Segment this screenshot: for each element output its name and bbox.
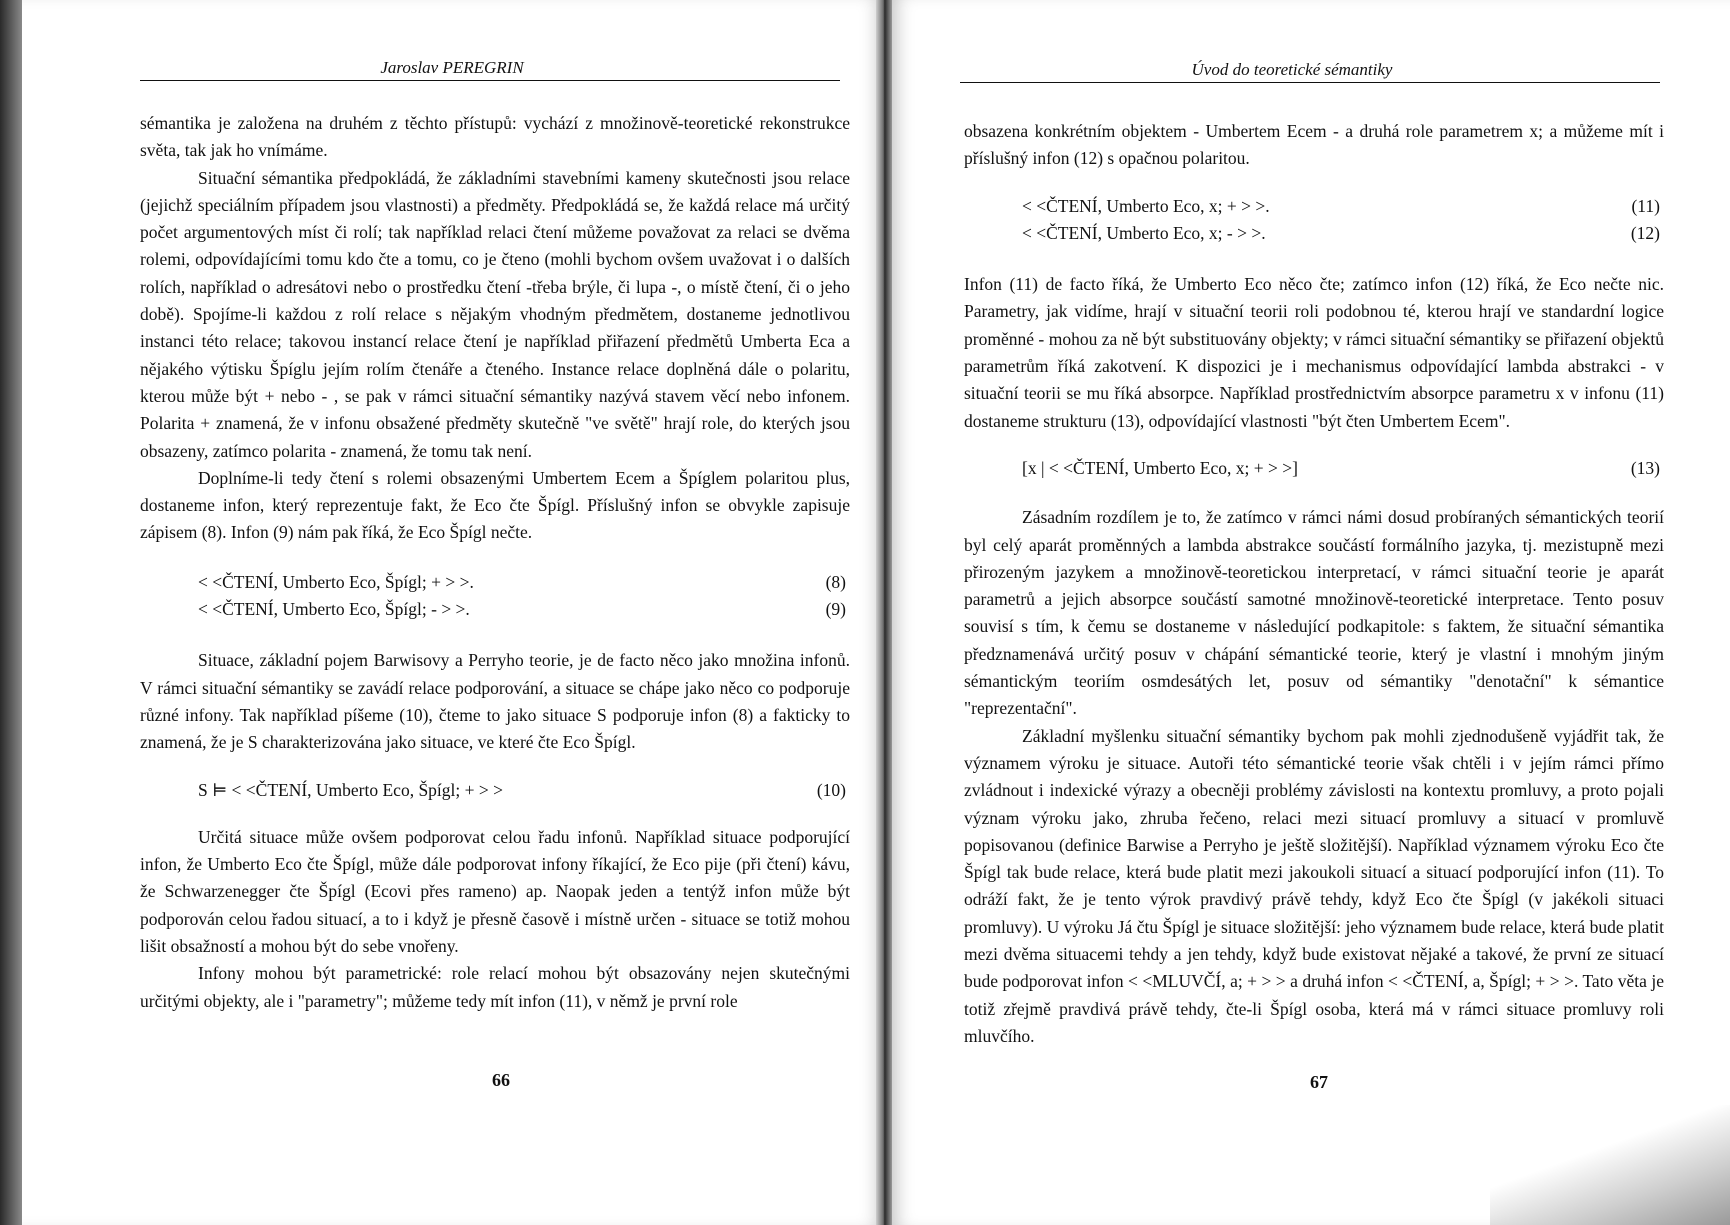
equation-number: (10) [816, 779, 846, 800]
left-page [22, 0, 882, 1225]
header-rule-left [140, 80, 840, 81]
formula-11 [964, 193, 1664, 220]
paragraph: Základní myšlenku situační sémantiky bychom pak mohli zjednodušeně vyjádřit tak, že významem výroku je situace. Autoři této sémantické teorie však chtěli i v jejím rámci přímo zvládnout i indexické výrazy a obecněji problémy závislosti na kontextu promluvy, a proto pojali význam výroku jako, zhruba řečeno, relaci mezi situací promluvy a situací v promluvě popisovanou (definice Barwise a Perryho je ještě složitější). Například významem výroku Eco čte Špígl tak bude relace, která bude platit mezi jakoukoli situací a situací podporující infon (11). To odráží fakt, že je tento výrok pravdivý právě tehdy, když Eco čte Špígl (v jakékoli situaci promluvy). U výroku Já čtu Špígl je situace složitější: jeho významem bude relace, která bude platit mezi dvěma situacemi tehdy a jen tehdy, když bude existovat nějaké a takové, že první ze situací bude podporovat infon < <MLUVČÍ, a; + > > a druhá infon < <ČTENÍ, a, Špígl; + > >. Tato věta je totiž zřejmě pravdivá právě tehdy, čte-li Špígl osoba, která má v rámci situace promluvy roli mluvčího. [964, 725, 1664, 1046]
formula-10 [140, 777, 850, 804]
formula-9 [140, 596, 850, 623]
paragraph: Infon (11) de facto říká, že Umberto Eco něco čte; zatímco infon (12) říká, že Eco nečte nic. Parametry, jak vidíme, hrají v situační teorii roli podobnou té, kterou hrají ve standardní logice proměnné - mohou za ně být substituovány objekty; v rámci situační sémantiky se přiřazení objektů parametrům říká zakotvení. K dispozici je i mechanismus odpovídající lambda abstrakci - v situační teorii se mu říká absorpce. Například prostřednictvím absorpce parametru x v infonu (11) dostaneme strukturu (13), odpovídající vlastnosti "být čten Umbertem Ecem". [964, 274, 1664, 431]
header-rule-right [960, 82, 1660, 83]
left-page-body [140, 110, 850, 1015]
page-corner-shadow [1490, 1105, 1730, 1225]
formula-expression: < <ČTENÍ, Umberto Eco, x; - > >. [1022, 222, 1266, 243]
equation-number: (13) [1630, 457, 1660, 478]
page-number-right: 67 [1310, 1072, 1328, 1092]
formula-expression: < <ČTENÍ, Umberto Eco, Špígl; - > >. [198, 599, 470, 620]
paragraph: Určitá situace může ovšem podporovat celou řadu infonů. Například situace podporující infon, že Umberto Eco čte Špígl, může dále podporovat infony říkající, že Eco pije (při čtení) kávu, že Schwarzenegger čte Špígl (Ecovi přes rameno) ap. Naopak jeden a tentýž infon může být podporován celou řadou situací, a to i když je přesně časově i místně určen - situace se totiž mohou lišit obsažností a mohou být do sebe vnořeny. [140, 826, 850, 957]
formula-12 [964, 220, 1664, 247]
formula-8 [140, 569, 850, 596]
paragraph: Doplníme-li tedy čtení s rolemi obsazenými Umbertem Ecem a Špíglem polaritou plus, dostaneme infon, který reprezentuje fakt, že Eco čte Špígl. Příslušný infon se obvykle zapisuje zápisem (8). Infon (9) nám pak říká, že Eco Špígl nečte. [140, 467, 850, 543]
equation-number: (12) [1630, 222, 1660, 243]
formula-expression: [x | < <ČTENÍ, Umberto Eco, x; + > >] [1022, 457, 1298, 478]
equation-number: (8) [825, 571, 846, 592]
paragraph: Zásadním rozdílem je to, že zatímco v rámci námi dosud probíraných sémantických teorií byl celý aparát proměnných a lambda abstrakce součástí formálního jazyka, tj. mezistupně mezi přirozeným jazykem a množinově-teoretickou interpretací, v rámci situační teorie je aparát parametrů a jejich absorpce součástí samotné množinově-teoretické interpretace. Tento posuv souvisí s tím, k čemu se dostaneme v následující podkapitole: s faktem, že situační sémantika předznamenává určitý posuv v chápání sémantické teorie, který je vlastní i mnohým jiným sémantickým teoriím osmdesátých let, posuv od sémantiky "denotační" k sémantice "reprezentační". [964, 507, 1664, 719]
book-gutter [876, 0, 892, 1225]
right-page [892, 0, 1730, 1225]
paragraph: Situační sémantika předpokládá, že základními stavebními kameny skutečnosti jsou relace (jejichž speciálním případem jsou vlastnosti) a předměty. Předpokládá se, že každá relace má určitý počet argumentových míst či rolí; tak například relaci čtení můžeme považovat za relaci se dvěma rolemi, odpovídajícími tomu kdo čte a tomu, co je čteno (mohli bychom ovšem uvažovat i o dalších rolích, například o adresátovi nebo o prostředku čtení -třeba brýle, či lupa -, o místě čtení, či o jeho době). Spojíme-li každou z rolí relace s nějakým vhodným předmětem, dostaneme jednotlivou instanci této relace; takovou instancí relace čtení je například přiřazení předmětů Umberta Eca a nějakého výtisku Špíglu jejím rolím čtenáře a čteného. Instance relace doplněná dále o polaritu, kterou může být + nebo - , se pak v rámci situační sémantiky nazývá stavem věcí nebo infonem. Polarita + znamená, že v infonu obsažené předměty skutečně "ve světě" hrají role, do kterých jsou obsazeny, zatímco polarita - znamená, že tomu tak není. [140, 167, 850, 461]
paragraph: sémantika je založena na druhém z těchto přístupů: vychází z množinově-teoretické rekonstrukce světa, tak jak ho vnímáme. [140, 113, 850, 161]
equation-number: (11) [1631, 195, 1660, 216]
paragraph: Infony mohou být parametrické: role relací mohou být obsazovány nejen skutečnými určitými objekty, ale i "parametry"; můžeme tedy mít infon (11), v němž je první role [140, 963, 850, 1011]
right-page-body [964, 118, 1664, 1050]
formula-13 [964, 455, 1664, 482]
equation-number: (9) [825, 599, 846, 620]
formula-expression: < <ČTENÍ, Umberto Eco, x; + > >. [1022, 195, 1270, 216]
formula-expression: S ⊨ < <ČTENÍ, Umberto Eco, Špígl; + > > [198, 779, 504, 800]
page-number-left: 66 [492, 1070, 510, 1090]
running-header-right: Úvod do teoretické sémantiky [1191, 60, 1393, 79]
paragraph: obsazena konkrétním objektem - Umbertem Ecem - a druhá role parametrem x; a můžeme mít i příslušný infon (12) s opačnou polaritou. [964, 121, 1664, 169]
formula-expression: < <ČTENÍ, Umberto Eco, Špígl; + > >. [198, 571, 474, 592]
book-edge-shadow [0, 0, 22, 1225]
running-header-left: Jaroslav PEREGRIN [380, 58, 524, 77]
paragraph: Situace, základní pojem Barwisovy a Perryho teorie, je de facto něco jako množina infonů. V rámci situační sémantiky se zavádí relace podporování, a situace se chápe jako něco co podporuje různé infony. Tak například píšeme (10), čteme to jako situace S podporuje infon (8) a fakticky to znamená, že je S charakterizována jako situace, ve které čte Eco Špígl. [140, 650, 850, 753]
